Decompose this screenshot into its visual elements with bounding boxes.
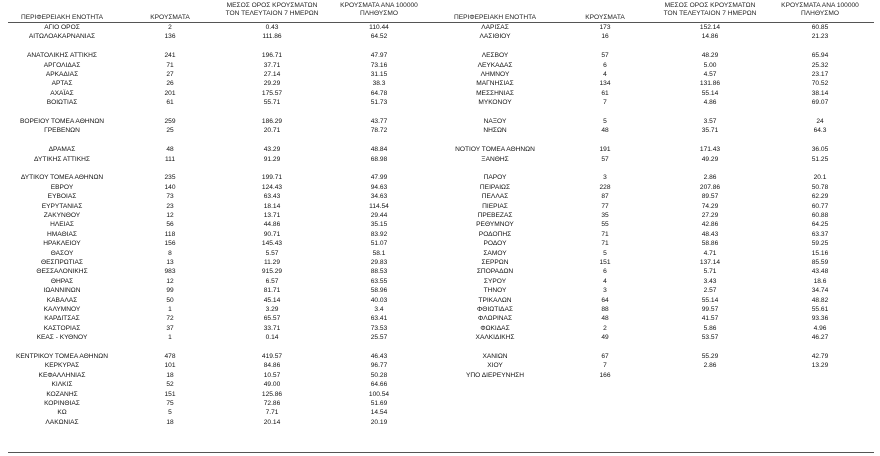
left-cases-cell: 101 xyxy=(164,362,176,370)
right-region-cell: ΞΑΝΘΗΣ xyxy=(481,155,509,163)
left-avg7-cell: 55.71 xyxy=(263,99,281,107)
left-avg7-cell: 90.71 xyxy=(263,230,281,238)
left-avg7-cell: 124.43 xyxy=(261,183,283,191)
left-region-cell: ΘΕΣΣΑΛΟΝΙΚΗΣ xyxy=(36,268,88,276)
right-avg7-cell: 3.43 xyxy=(703,277,717,285)
left-avg7-cell: 72.86 xyxy=(263,400,281,407)
left-per100k-cell: 14.54 xyxy=(370,409,388,417)
right-avg7-cell: 14.86 xyxy=(701,33,719,41)
left-avg7-cell: 20.14 xyxy=(263,418,281,426)
left-per100k-cell: 88.53 xyxy=(370,268,388,276)
left-avg7-cell: 0.43 xyxy=(265,24,279,31)
left-avg7-cell: 915.29 xyxy=(261,268,283,276)
right-region-cell: ΥΠΟ ΔΙΕΡΕΥΝΗΣΗ xyxy=(466,371,524,379)
right-region-cell: ΣΠΟΡΑΔΩΝ xyxy=(476,268,514,276)
right-avg7-cell: 137.14 xyxy=(699,259,721,266)
left-cases-cell: 99 xyxy=(166,287,174,295)
left-cases-cell: 12 xyxy=(166,277,174,285)
left-region-cell: ΛΑΚΩΝΙΑΣ xyxy=(45,418,79,426)
right-region-cell: ΧΑΝΙΩΝ xyxy=(482,353,508,360)
left-cases-cell: 151 xyxy=(164,390,176,398)
right-per100k-cell: 25.32 xyxy=(811,61,829,69)
right-per100k-cell: 59.25 xyxy=(811,240,829,248)
right-avg7-cell: 27.29 xyxy=(701,212,719,219)
right-cases-cell: 228 xyxy=(599,183,611,191)
left-region-cell: ΚΙΛΚΙΣ xyxy=(51,381,73,389)
left-cases-cell: 136 xyxy=(164,33,176,41)
left-region-cell: ΘΑΣΟΥ xyxy=(50,249,74,257)
left-region-cell: ΔΥΤΙΚΟΥ ΤΟΜΕΑ ΑΘΗΝΩΝ xyxy=(20,174,104,182)
right-region-cell: ΠΑΡΟΥ xyxy=(483,174,507,182)
right-region-cell: ΜΕΣΣΗΝΙΑΣ xyxy=(476,89,514,97)
right-per100k-cell: 42.79 xyxy=(811,353,829,360)
right-region-cell: ΦΛΩΡΙΝΑΣ xyxy=(477,315,513,323)
left-per100k-cell: 78.72 xyxy=(370,127,388,135)
left-per100k-cell: 63.55 xyxy=(370,277,388,285)
right-region-cell: ΤΗΝΟΥ xyxy=(483,287,507,295)
right-region-cell: ΦΘΙΩΤΙΔΑΣ xyxy=(477,306,513,313)
left-cases-cell: 983 xyxy=(164,268,176,276)
left-region-cell: ΑΓΙΟ ΟΡΟΣ xyxy=(44,24,80,31)
left-avg7-cell: 111.86 xyxy=(262,33,282,41)
left-per100k-cell: 64.52 xyxy=(370,33,388,41)
left-region-cell: ΑΡΚΑΔΙΑΣ xyxy=(45,71,79,78)
right-cases-cell: 7 xyxy=(603,362,607,370)
right-avg7-cell: 42.86 xyxy=(701,221,719,229)
right-cases-cell: 3 xyxy=(603,287,607,295)
right-region-cell: ΣΥΡΟΥ xyxy=(483,277,507,285)
right-per100k-cell: 60.85 xyxy=(811,24,829,31)
right-per100k-cell: 51.25 xyxy=(811,155,829,163)
left-per100k-cell: 64.66 xyxy=(370,381,388,389)
right-per100k-cell: 20.1 xyxy=(813,174,827,182)
right-avg7-cell: 2.57 xyxy=(703,287,717,295)
left-per100k-cell: 47.99 xyxy=(370,174,388,182)
right-cases-cell: 67 xyxy=(601,353,609,360)
right-region-cell: ΡΕΘΥΜΝΟΥ xyxy=(476,221,514,229)
left-avg7-cell: 125.86 xyxy=(261,390,283,398)
left-cases-cell: 52 xyxy=(166,381,174,389)
left-per100k-cell: 38.3 xyxy=(372,80,386,88)
left-cases-cell: 26 xyxy=(166,80,174,88)
left-avg7-cell: 13.71 xyxy=(263,212,281,219)
left-region-cell: ΗΡΑΚΛΕΙΟΥ xyxy=(43,240,81,248)
right-avg7-cell: 48.29 xyxy=(701,52,719,60)
right-per100k-cell: 63.37 xyxy=(811,230,829,238)
right-cases-cell: 57 xyxy=(601,155,609,163)
left-avg7-cell: 45.14 xyxy=(263,296,281,304)
right-region-cell: ΣΕΡΡΩΝ xyxy=(481,259,509,266)
left-region-cell: ΗΛΕΙΑΣ xyxy=(50,221,74,229)
left-per100k-cell: 64.78 xyxy=(370,89,388,97)
left-avg7-cell: 175.57 xyxy=(261,89,283,97)
left-region-cell: ΚΟΡΙΝΘΙΑΣ xyxy=(44,400,80,407)
right-region-cell: ΠΡΕΒΕΖΑΣ xyxy=(477,212,513,219)
left-region-cell: ΓΡΕΒΕΝΩΝ xyxy=(44,127,80,135)
right-cases-cell: 87 xyxy=(601,193,609,201)
left-per100k-cell: 29.83 xyxy=(370,259,388,266)
right-region-cell: ΛΕΥΚΑΔΑΣ xyxy=(477,61,513,69)
left-avg7-cell: 63.43 xyxy=(263,193,281,201)
right-per100k-cell: 65.94 xyxy=(811,52,829,60)
left-region-cell: ΙΩΑΝΝΙΝΩΝ xyxy=(43,287,81,295)
left-avg7-cell: 44.86 xyxy=(263,221,281,229)
left-avg7-cell: 199.71 xyxy=(261,174,283,182)
left-cases-cell: 2 xyxy=(168,24,172,31)
left-per100k-cell: 43.77 xyxy=(370,118,388,125)
left-region-cell: ΚΑΒΑΛΑΣ xyxy=(46,296,78,304)
right-region-cell: ΠΙΕΡΙΑΣ xyxy=(482,202,508,210)
left-per100k-cell: 73.53 xyxy=(370,324,388,332)
bottom-rule xyxy=(8,452,874,453)
right-per100k-cell: 50.78 xyxy=(811,183,829,191)
right-avg7-cell: 49.29 xyxy=(701,155,719,163)
left-cases-cell: 235 xyxy=(164,174,176,182)
right-cases-cell: 5 xyxy=(603,249,607,257)
right-region-cell: ΣΑΜΟΥ xyxy=(483,249,507,257)
left-cases-cell: 111 xyxy=(164,155,176,163)
left-per100k-cell: 63.41 xyxy=(370,315,388,323)
right-cases-cell: 64 xyxy=(601,296,609,304)
right-per100k-cell: 43.48 xyxy=(811,268,829,276)
left-cases-cell: 56 xyxy=(166,221,174,229)
left-region-cell: ΑΡΤΑΣ xyxy=(51,80,73,88)
right-region-cell: ΝΟΤΙΟΥ ΤΟΜΕΑ ΑΘΗΝΩΝ xyxy=(455,146,535,154)
left-region-cell: ΚΕΡΚΥΡΑΣ xyxy=(44,362,80,370)
left-per100k-cell: 51.07 xyxy=(370,240,388,248)
left-per100k-cell: 50.28 xyxy=(370,371,388,379)
right-cases-cell: 16 xyxy=(601,33,609,41)
right-cases-cell: 151 xyxy=(599,259,611,266)
right-avg7-cell: 5.71 xyxy=(703,268,717,276)
left-avg7-cell: 43.29 xyxy=(263,146,281,154)
left-region-cell: ΘΕΣΠΡΩΤΙΑΣ xyxy=(40,259,84,266)
left-per100k-cell: 51.73 xyxy=(370,99,388,107)
left-cases-cell: 140 xyxy=(164,183,176,191)
right-avg7-cell: 89.57 xyxy=(701,193,719,201)
left-avg7-cell: 186.29 xyxy=(261,118,283,125)
left-per100k-cell: 83.92 xyxy=(370,230,388,238)
right-cases-cell: 71 xyxy=(601,240,609,248)
right-region-cell: ΛΕΣΒΟΥ xyxy=(481,52,509,60)
right-cases-cell: 4 xyxy=(603,71,607,78)
header-region: ΠΕΡΙΦΕΡΕΙΑΚΗ ΕΝΟΤΗΤΑ xyxy=(20,14,104,21)
left-avg7-cell: 5.57 xyxy=(265,249,279,257)
left-per100k-cell: 110.44 xyxy=(369,24,389,31)
right-region-cell: ΝΗΣΩΝ xyxy=(483,127,507,135)
right-per100k-cell: 85.59 xyxy=(811,259,829,266)
right-cases-cell: 6 xyxy=(603,268,607,276)
right-avg7-cell: 2.86 xyxy=(703,362,717,370)
left-region-cell: ΚΕΝΤΡΙΚΟΥ ΤΟΜΕΑ ΑΘΗΝΩΝ xyxy=(16,353,108,360)
right-region-cell: ΠΕΙΡΑΙΩΣ xyxy=(479,183,511,191)
left-region-cell: ΒΟΡΕΙΟΥ ΤΟΜΕΑ ΑΘΗΝΩΝ xyxy=(19,118,105,125)
left-per100k-cell: 34.63 xyxy=(370,193,388,201)
left-per100k-cell: 40.03 xyxy=(370,296,388,304)
left-cases-cell: 12 xyxy=(166,212,174,219)
left-region-cell: ΖΑΚΥΝΘΟΥ xyxy=(43,212,81,219)
left-cases-cell: 50 xyxy=(166,296,174,304)
left-region-cell: ΚΑΣΤΟΡΙΑΣ xyxy=(43,324,81,332)
right-region-cell: ΠΕΛΛΑΣ xyxy=(481,193,509,201)
left-region-cell: ΕΒΡΟΥ xyxy=(50,183,74,191)
left-per100k-cell: 51.69 xyxy=(370,400,388,407)
right-avg7-cell: 55.29 xyxy=(701,353,719,360)
left-region-cell: ΔΡΑΜΑΣ xyxy=(48,146,76,154)
right-avg7-cell: 55.14 xyxy=(701,296,719,304)
left-region-cell: ΑΡΓΟΛΙΔΑΣ xyxy=(43,61,81,69)
left-region-cell: ΑΙΤΩΛΟΑΚΑΡΝΑΝΙΑΣ xyxy=(28,33,96,41)
right-per100k-cell: 18.6 xyxy=(813,277,827,285)
left-per100k-cell: 58.96 xyxy=(370,287,388,295)
left-region-cell: ΚΑΡΔΙΤΣΑΣ xyxy=(44,315,80,323)
left-region-cell: ΚΩ xyxy=(57,409,67,417)
right-cases-cell: 134 xyxy=(599,80,611,88)
right-cases-cell: 77 xyxy=(601,202,609,210)
left-region-cell: ΗΜΑΘΙΑΣ xyxy=(47,230,77,238)
right-per100k-cell: 70.52 xyxy=(811,80,829,88)
left-cases-cell: 37 xyxy=(166,324,174,332)
left-cases-cell: 71 xyxy=(166,61,174,69)
header-avg7-right: ΜΕΣΟΣ ΟΡΟΣ ΚΡΟΥΣΜΑΤΩΝ ΤΟΝ ΤΕΛΕΥΤΑΙΟΝ 7 ΗΜΕΡΩΝ xyxy=(663,2,757,17)
left-cases-cell: 18 xyxy=(166,371,174,379)
right-avg7-cell: 3.57 xyxy=(703,118,717,125)
right-per100k-cell: 60.77 xyxy=(811,202,829,210)
right-region-cell: ΛΑΡΙΣΑΣ xyxy=(481,24,509,31)
right-per100k-cell: 24 xyxy=(816,118,824,125)
right-avg7-cell: 152.14 xyxy=(699,24,721,31)
left-avg7-cell: 27.14 xyxy=(263,71,281,78)
left-per100k-cell: 96.77 xyxy=(370,362,388,370)
right-per100k-cell: 21.23 xyxy=(811,33,829,41)
right-cases-cell: 166 xyxy=(599,371,611,379)
left-cases-cell: 118 xyxy=(164,230,176,238)
left-avg7-cell: 11.29 xyxy=(263,259,280,266)
left-avg7-cell: 33.71 xyxy=(263,324,281,332)
header-cases-right: ΚΡΟΥΣΜΑΤΑ xyxy=(585,14,625,21)
right-avg7-cell: 131.86 xyxy=(699,80,721,88)
right-avg7-cell: 207.86 xyxy=(699,183,721,191)
right-region-cell: ΡΟΔΟΠΗΣ xyxy=(478,230,512,238)
left-per100k-cell: 68.98 xyxy=(370,155,388,163)
right-cases-cell: 2 xyxy=(603,324,607,332)
left-per100k-cell: 58.1 xyxy=(372,249,386,257)
left-avg7-cell: 29.29 xyxy=(263,80,281,88)
left-per100k-cell: 48.84 xyxy=(370,146,388,154)
right-per100k-cell: 34.74 xyxy=(811,287,829,295)
right-per100k-cell: 93.36 xyxy=(811,315,829,323)
left-cases-cell: 8 xyxy=(168,249,172,257)
right-cases-cell: 6 xyxy=(603,61,607,69)
left-per100k-cell: 35.15 xyxy=(370,221,388,229)
right-per100k-cell: 62.29 xyxy=(811,193,829,201)
right-region-cell: ΧΑΛΚΙΔΙΚΗΣ xyxy=(475,334,515,342)
right-region-cell: ΤΡΙΚΑΛΩΝ xyxy=(478,296,512,304)
left-region-cell: ΒΟΙΩΤΙΑΣ xyxy=(46,99,78,107)
right-avg7-cell: 35.71 xyxy=(701,127,719,135)
right-region-cell: ΡΟΔΟΥ xyxy=(483,240,507,248)
left-cases-cell: 478 xyxy=(164,353,176,360)
right-cases-cell: 88 xyxy=(601,306,609,313)
right-per100k-cell: 36.05 xyxy=(811,146,829,154)
right-cases-cell: 7 xyxy=(603,99,607,107)
right-avg7-cell: 53.57 xyxy=(701,334,719,342)
right-per100k-cell: 60.88 xyxy=(811,212,829,219)
right-avg7-cell: 99.57 xyxy=(701,306,719,313)
left-avg7-cell: 65.57 xyxy=(263,315,281,323)
left-avg7-cell: 37.71 xyxy=(263,61,281,69)
left-region-cell: ΑΧΑΪΑΣ xyxy=(50,89,74,97)
left-avg7-cell: 20.71 xyxy=(263,127,281,135)
left-avg7-cell: 0.14 xyxy=(265,334,279,342)
right-per100k-cell: 48.82 xyxy=(811,296,829,304)
right-cases-cell: 3 xyxy=(603,174,607,182)
right-avg7-cell: 48.43 xyxy=(701,230,719,238)
right-region-cell: ΛΗΜΝΟΥ xyxy=(480,71,510,78)
right-cases-cell: 173 xyxy=(599,24,611,31)
left-cases-cell: 259 xyxy=(164,118,176,125)
left-cases-cell: 61 xyxy=(166,99,174,107)
right-per100k-cell: 46.27 xyxy=(811,334,829,342)
left-cases-cell: 75 xyxy=(166,400,174,407)
right-cases-cell: 55 xyxy=(601,221,609,229)
left-avg7-cell: 7.71 xyxy=(265,409,279,417)
right-cases-cell: 5 xyxy=(603,118,607,125)
left-per100k-cell: 94.63 xyxy=(370,183,388,191)
right-avg7-cell: 55.14 xyxy=(701,89,719,97)
left-cases-cell: 201 xyxy=(164,89,176,97)
left-per100k-cell: 47.97 xyxy=(370,52,388,60)
right-cases-cell: 61 xyxy=(601,89,609,97)
left-per100k-cell: 29.44 xyxy=(370,212,388,219)
left-cases-cell: 18 xyxy=(166,418,174,426)
left-cases-cell: 27 xyxy=(166,71,174,78)
left-cases-cell: 1 xyxy=(168,306,172,313)
left-region-cell: ΚΟΖΑΝΗΣ xyxy=(46,390,78,398)
left-per100k-cell: 3.4 xyxy=(374,306,384,313)
right-cases-cell: 35 xyxy=(601,212,609,219)
right-per100k-cell: 23.17 xyxy=(811,71,829,78)
left-region-cell: ΘΗΡΑΣ xyxy=(50,277,74,285)
right-avg7-cell: 74.29 xyxy=(701,202,719,210)
right-avg7-cell: 2.86 xyxy=(703,174,717,182)
right-region-cell: ΧΙΟΥ xyxy=(487,362,503,370)
header-per100k-right: ΚΡΟΥΣΜΑΤΑ ΑΝΑ 100000 ΠΛΗΘΥΣΜΟ xyxy=(781,2,859,17)
right-cases-cell: 48 xyxy=(601,315,609,323)
right-avg7-cell: 171.43 xyxy=(699,146,721,154)
left-region-cell: ΚΕΦΑΛΛΗΝΙΑΣ xyxy=(38,371,86,379)
right-per100k-cell: 64.25 xyxy=(811,221,829,229)
right-region-cell: ΦΩΚΙΔΑΣ xyxy=(480,324,510,332)
left-cases-cell: 73 xyxy=(166,193,174,201)
left-region-cell: ΕΥΒΟΙΑΣ xyxy=(47,193,77,201)
header-avg7: ΜΕΣΟΣ ΟΡΟΣ ΚΡΟΥΣΜΑΤΩΝ ΤΟΝ ΤΕΛΕΥΤΑΙΟΝ 7 ΗΜΕΡΩΝ xyxy=(225,2,319,17)
left-per100k-cell: 20.19 xyxy=(370,418,388,426)
right-cases-cell: 191 xyxy=(599,146,611,154)
left-per100k-cell: 46.43 xyxy=(370,353,388,360)
left-cases-cell: 13 xyxy=(166,259,174,266)
right-per100k-cell: 69.07 xyxy=(811,99,829,107)
left-avg7-cell: 10.57 xyxy=(263,371,281,379)
left-per100k-cell: 73.16 xyxy=(370,61,388,69)
right-avg7-cell: 41.57 xyxy=(701,315,719,323)
header-region-right: ΠΕΡΙΦΕΡΕΙΑΚΗ ΕΝΟΤΗΤΑ xyxy=(453,14,537,21)
right-cases-cell: 4 xyxy=(603,277,607,285)
right-per100k-cell: 13.29 xyxy=(811,362,829,370)
left-cases-cell: 23 xyxy=(166,202,174,210)
left-avg7-cell: 6.57 xyxy=(265,277,279,285)
left-avg7-cell: 84.86 xyxy=(263,362,281,370)
right-per100k-cell: 38.14 xyxy=(811,89,829,97)
header-cases: ΚΡΟΥΣΜΑΤΑ xyxy=(150,14,190,21)
right-avg7-cell: 5.86 xyxy=(703,324,717,332)
right-avg7-cell: 5.00 xyxy=(703,61,717,69)
left-per100k-cell: 100.54 xyxy=(368,390,390,398)
right-avg7-cell: 4.71 xyxy=(703,249,717,257)
right-region-cell: ΝΑΞΟΥ xyxy=(483,118,507,125)
left-region-cell: ΑΝΑΤΟΛΙΚΗΣ ΑΤΤΙΚΗΣ xyxy=(27,52,97,60)
left-region-cell: ΚΕΑΣ - ΚΥΘΝΟΥ xyxy=(36,334,88,342)
left-per100k-cell: 31.15 xyxy=(370,71,388,78)
left-cases-cell: 48 xyxy=(166,146,174,154)
right-per100k-cell: 15.16 xyxy=(811,249,829,257)
left-cases-cell: 241 xyxy=(164,52,176,60)
right-cases-cell: 48 xyxy=(601,127,609,135)
right-avg7-cell: 4.57 xyxy=(703,71,717,78)
header-per100k: ΚΡΟΥΣΜΑΤΑ ΑΝΑ 100000 ΠΛΗΘΥΣΜΟ xyxy=(340,2,418,17)
right-cases-cell: 57 xyxy=(601,52,609,60)
right-avg7-cell: 4.86 xyxy=(703,99,717,107)
right-per100k-cell: 55.61 xyxy=(811,306,829,313)
left-avg7-cell: 419.57 xyxy=(261,353,283,360)
left-per100k-cell: 25.57 xyxy=(370,334,388,342)
left-avg7-cell: 49.00 xyxy=(263,381,281,389)
right-cases-cell: 71 xyxy=(601,230,609,238)
left-avg7-cell: 18.14 xyxy=(263,202,281,210)
left-avg7-cell: 91.29 xyxy=(263,155,281,163)
right-avg7-cell: 58.86 xyxy=(701,240,719,248)
left-region-cell: ΚΑΛΥΜΝΟΥ xyxy=(43,306,81,313)
left-cases-cell: 156 xyxy=(164,240,176,248)
left-avg7-cell: 81.71 xyxy=(263,287,281,295)
left-avg7-cell: 3.29 xyxy=(265,306,279,313)
left-region-cell: ΕΥΡΥΤΑΝΙΑΣ xyxy=(41,202,83,210)
right-per100k-cell: 64.3 xyxy=(813,127,827,135)
right-cases-cell: 49 xyxy=(601,334,609,342)
left-per100k-cell: 114.54 xyxy=(369,202,389,210)
right-per100k-cell: 4.96 xyxy=(813,324,827,332)
left-region-cell: ΔΥΤΙΚΗΣ ΑΤΤΙΚΗΣ xyxy=(34,155,90,163)
left-cases-cell: 25 xyxy=(166,127,174,135)
left-cases-cell: 1 xyxy=(168,334,172,342)
left-avg7-cell: 196.71 xyxy=(261,52,283,60)
right-region-cell: ΜΑΓΝΗΣΙΑΣ xyxy=(476,80,514,88)
left-cases-cell: 5 xyxy=(168,409,172,417)
left-cases-cell: 72 xyxy=(166,315,174,323)
right-region-cell: ΜΥΚΟΝΟΥ xyxy=(478,99,512,107)
left-avg7-cell: 145.43 xyxy=(261,240,283,248)
right-region-cell: ΛΑΣΙΘΙΟΥ xyxy=(479,33,511,41)
